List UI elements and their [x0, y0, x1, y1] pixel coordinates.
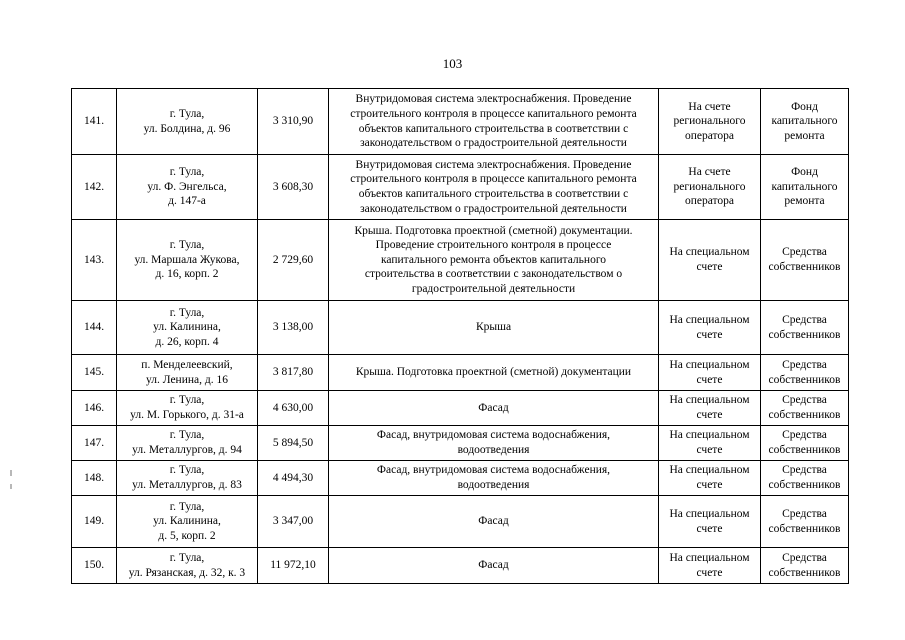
row-cost: 3 310,90	[258, 89, 329, 155]
row-funding-source: Средства собственников	[761, 548, 849, 584]
row-works: Фасад, внутридомовая система водоснабжения, водоотведения	[329, 461, 659, 496]
row-funding-source: Средства собственников	[761, 391, 849, 426]
row-works: Внутридомовая система электроснабжения. Проведение строительного контроля в процессе капитального ремонта объектов капитального строительства в соответствии с законодательством о градостроительной деятельности	[329, 155, 659, 220]
row-funding-source: Фонд капитального ремонта	[761, 155, 849, 220]
row-works: Фасад	[329, 496, 659, 548]
row-funding-source: Средства собственников	[761, 426, 849, 461]
row-account: На специальном счете	[659, 548, 761, 584]
row-number: 148.	[72, 461, 117, 496]
table-row	[72, 301, 849, 355]
table-row	[72, 496, 849, 548]
row-number: 144.	[72, 301, 117, 355]
row-cost: 2 729,60	[258, 220, 329, 301]
row-cost: 4 630,00	[258, 391, 329, 426]
row-cost: 3 138,00	[258, 301, 329, 355]
row-works: Внутридомовая система электроснабжения. Проведение строительного контроля в процессе капитального ремонта объектов капитального строительства в соответствии с законодательством о градостроительной деятельности	[329, 89, 659, 155]
row-cost: 5 894,50	[258, 426, 329, 461]
row-works: Крыша	[329, 301, 659, 355]
table-row	[72, 220, 849, 301]
scan-margin-mark	[10, 470, 12, 476]
row-number: 145.	[72, 355, 117, 391]
row-funding-source: Средства собственников	[761, 461, 849, 496]
scan-margin-mark	[10, 484, 12, 489]
table-row	[72, 461, 849, 496]
row-account: На счете регионального оператора	[659, 89, 761, 155]
row-address: г. Тула, ул. Калинина, д. 5, корп. 2	[117, 496, 258, 548]
row-works: Фасад, внутридомовая система водоснабжения, водоотведения	[329, 426, 659, 461]
row-cost: 11 972,10	[258, 548, 329, 584]
row-address: г. Тула, ул. М. Горького, д. 31-а	[117, 391, 258, 426]
row-account: На специальном счете	[659, 301, 761, 355]
row-number: 141.	[72, 89, 117, 155]
row-cost: 4 494,30	[258, 461, 329, 496]
row-works: Фасад	[329, 391, 659, 426]
row-address: п. Менделеевский, ул. Ленина, д. 16	[117, 355, 258, 391]
row-number: 149.	[72, 496, 117, 548]
row-account: На специальном счете	[659, 496, 761, 548]
row-cost: 3 817,80	[258, 355, 329, 391]
row-works: Крыша. Подготовка проектной (сметной) документации. Проведение строительного контроля в процессе капитального ремонта объектов капитального строительства в соответствии с законодательством о градостроительной деятельности	[329, 220, 659, 301]
table-row	[72, 548, 849, 584]
row-address: г. Тула, ул. Калинина, д. 26, корп. 4	[117, 301, 258, 355]
row-number: 150.	[72, 548, 117, 584]
repair-registry-table	[71, 88, 849, 584]
table-row	[72, 426, 849, 461]
row-account: На специальном счете	[659, 426, 761, 461]
row-cost: 3 347,00	[258, 496, 329, 548]
row-account: На специальном счете	[659, 355, 761, 391]
row-number: 146.	[72, 391, 117, 426]
row-account: На специальном счете	[659, 391, 761, 426]
row-account: На счете регионального оператора	[659, 155, 761, 220]
row-address: г. Тула, ул. Ф. Энгельса, д. 147-а	[117, 155, 258, 220]
row-funding-source: Средства собственников	[761, 496, 849, 548]
row-funding-source: Средства собственников	[761, 355, 849, 391]
row-address: г. Тула, ул. Металлургов, д. 94	[117, 426, 258, 461]
row-works: Крыша. Подготовка проектной (сметной) документации	[329, 355, 659, 391]
row-cost: 3 608,30	[258, 155, 329, 220]
row-address: г. Тула, ул. Маршала Жукова, д. 16, корп. 2	[117, 220, 258, 301]
row-account: На специальном счете	[659, 461, 761, 496]
row-address: г. Тула, ул. Металлургов, д. 83	[117, 461, 258, 496]
row-works: Фасад	[329, 548, 659, 584]
row-number: 143.	[72, 220, 117, 301]
row-funding-source: Фонд капитального ремонта	[761, 89, 849, 155]
table-row	[72, 89, 849, 155]
row-number: 142.	[72, 155, 117, 220]
row-account: На специальном счете	[659, 220, 761, 301]
row-number: 147.	[72, 426, 117, 461]
table-row	[72, 391, 849, 426]
row-address: г. Тула, ул. Рязанская, д. 32, к. 3	[117, 548, 258, 584]
row-funding-source: Средства собственников	[761, 220, 849, 301]
table-row	[72, 155, 849, 220]
page-number: 103	[442, 56, 463, 71]
row-funding-source: Средства собственников	[761, 301, 849, 355]
table-row	[72, 355, 849, 391]
row-address: г. Тула, ул. Болдина, д. 96	[117, 89, 258, 155]
